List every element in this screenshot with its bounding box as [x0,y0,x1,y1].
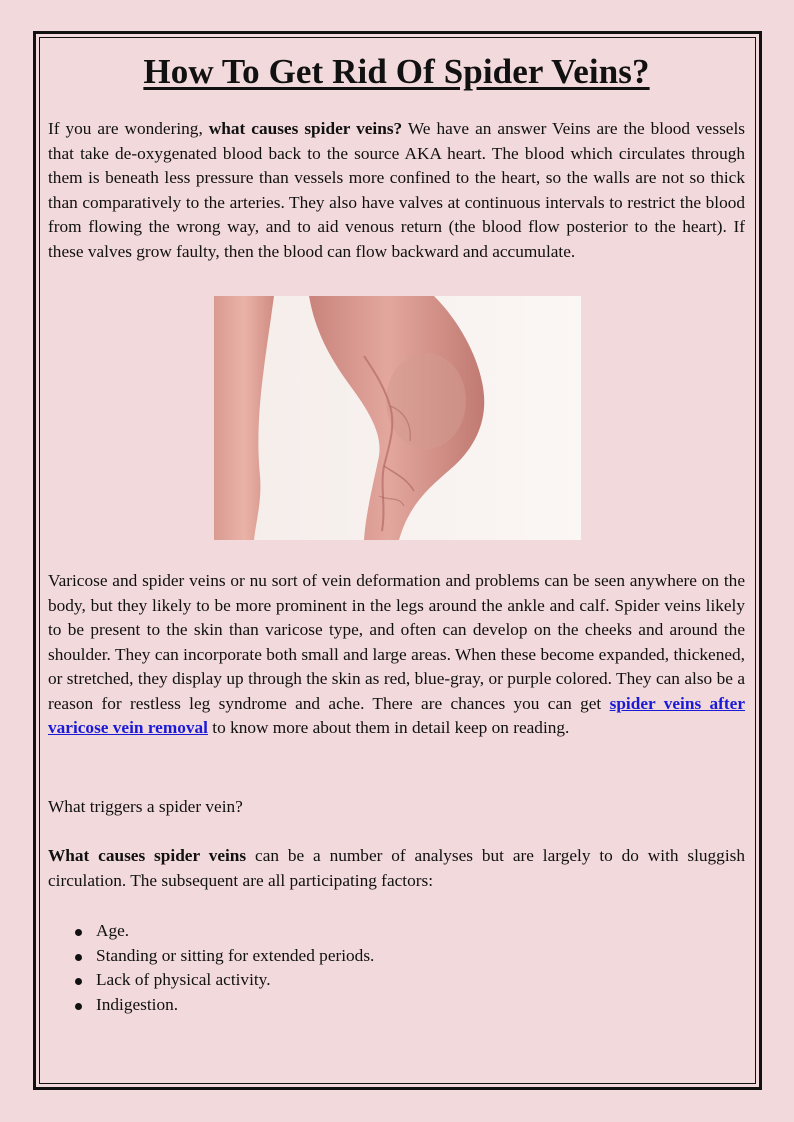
varicose-text: Varicose and spider veins or nu sort of vein deformation and problems can be seen anywhere on the body, but they likely to be more prominent in the legs around the ankle and calf. Spider veins likely to be present to the skin than varicose type, and often can develop on the cheeks and around the shoulder. They can incorporate both small and large areas. When these become expanded, thickened, or stretched, they display up through the skin as red, blue-gray, or purple colored. They can also be a reason for restless leg syndrome and ache. There are chances you can get [48,571,745,713]
article-title: How To Get Rid Of Spider Veins? [143,52,650,91]
causes-bold: What causes spider veins [48,846,247,865]
intro-bold-question: what causes spider veins? [208,119,403,138]
factors-list [48,919,745,1017]
factor-text: Age. [96,921,130,940]
factor-text: Indigestion. [96,994,179,1014]
bullet-icon [75,978,82,985]
bullet-icon [75,1003,82,1010]
list-item [75,919,745,944]
question-heading: What triggers a spider vein? [48,796,243,816]
varicose-after: to know more about them in detail keep on reading. [207,718,570,737]
article [48,50,745,1017]
bullet-icon [75,954,82,961]
leg-illustration [214,296,581,540]
intro-rest: We have an answer Veins are the blood vessels that take de-oxygenated blood back to the source AKA heart. The blood which circulates through them is beneath less pressure than vessels more confined to the heart, so the walls are not so thick than comparatively to the arteries. They also have valves at continuous intervals to restrict the blood from flowing the wrong way, and to aid venous return (the blood flow posterior to the heart). If these valves grow faulty, then the blood can flow backward and accumulate. [48,119,745,261]
varicose-paragraph [48,569,745,741]
factor-text: Standing or sitting for extended periods. [96,945,375,965]
intro-paragraph [48,117,745,264]
causes-paragraph [48,844,745,893]
list-item [75,993,745,1018]
intro-lead: If you are wondering, [48,119,209,138]
bullet-icon [75,929,82,936]
causes-rest: can be a number of analyses but are largely to do with sluggish circulation. The subsequent are all participating factors: [48,846,745,890]
spider-veins-removal-link[interactable]: spider veins after varicose vein removal [48,693,746,737]
factor-text: Lack of physical activity. [96,970,271,989]
list-item [75,944,745,969]
leg-veins-image [214,296,581,540]
list-item [75,968,745,993]
